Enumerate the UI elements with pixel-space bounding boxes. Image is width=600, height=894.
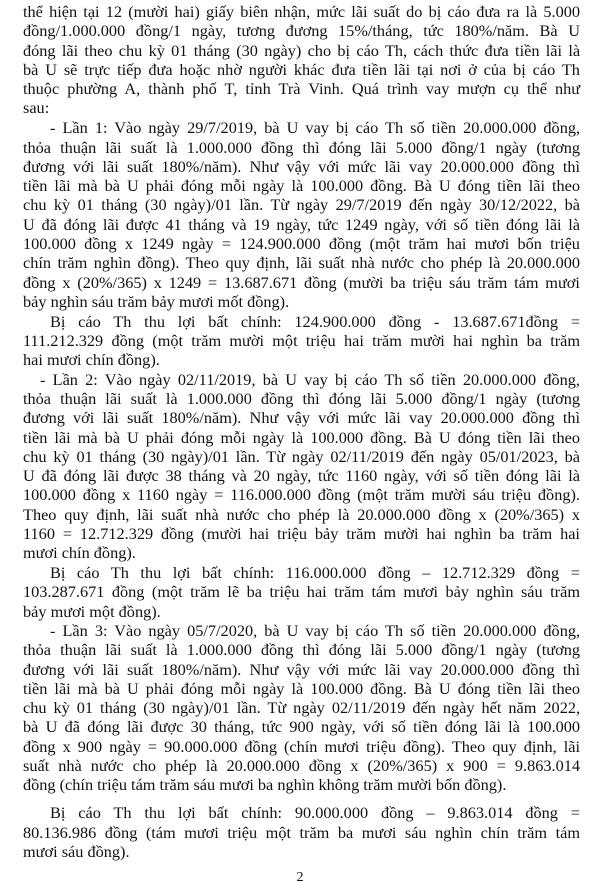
document-line-text: đồng x 900 ngày = 90.000.000 đồng (chín mươi triệu đồng). Theo quy định, lãi xyxy=(23,737,581,756)
document-line xyxy=(0,60,600,80)
document-line-text: chu kỳ 01 tháng (30 ngày)/01 lần. Từ ngày 02/11/2019 đến ngày 05/01/2023, bà xyxy=(23,447,581,466)
document-line xyxy=(0,195,600,215)
document-line-text: bà U đã đóng lãi được 30 tháng, tức 900 ngày, với số tiền đóng lãi là 100.000 xyxy=(23,717,581,736)
document-line-text: thể hiện tại 12 (mười hai) giấy biên nhận, mức lãi suất do bị cáo đưa ra là 5.000 xyxy=(23,2,581,21)
document-line xyxy=(0,21,600,41)
document-line-text: U đã đóng lãi được 41 tháng và 19 ngày, tức 1249 ngày, với số tiền đóng lãi là xyxy=(23,215,581,234)
document-line-text: đồng/1.000.000 đồng/1 ngày, tương đương 15%/tháng, tức 180%/năm. Bà U xyxy=(23,21,580,40)
document-line-text: thỏa thuận lãi suất là 1.000.000 đồng thì đóng lãi 5.000 đồng/1 ngày (tương xyxy=(23,138,580,157)
document-line xyxy=(0,803,600,823)
document-line-text: thỏa thuận lãi suất là 1.000.000 đồng thì đóng lãi 5.000 đồng/1 ngày (tương xyxy=(23,640,580,659)
document-line-text: mươi sáu đồng). xyxy=(23,842,130,861)
document-line xyxy=(0,41,600,61)
document-line-text: bảy mươi một đồng). xyxy=(23,602,161,621)
document-line-text: tiền lãi mà bà U phải đóng mỗi ngày là 100.000 đồng. Bà U đóng tiền lãi theo xyxy=(23,428,581,447)
document-line-text: thuộc phường A, thành phố T, tỉnh Trà Vinh. Quá trình vay mượn cụ thể như xyxy=(23,79,581,98)
document-line-text: hai mươi chín đồng). xyxy=(23,350,160,369)
document-line xyxy=(0,505,600,525)
document-line xyxy=(0,215,600,235)
document-line xyxy=(0,621,600,641)
document-line xyxy=(0,660,600,680)
document-line xyxy=(0,118,600,138)
document-line xyxy=(0,524,600,544)
document-line xyxy=(0,640,600,660)
document-line-text: 1160 = 12.712.329 đồng (mười hai triệu bảy trăm mười hai nghìn ba trăm hai xyxy=(23,524,580,543)
document-line-text: suất nhà nước cho phép là 20.000.000 đồng x (20%/365) x 900 = 9.863.014 xyxy=(23,756,581,775)
document-line-text: Theo quy định, lãi suất nhà nước cho phép là 20.000.000 đồng x (20%/365) x xyxy=(23,505,580,524)
document-line xyxy=(0,563,600,583)
document-line-text: đương với lãi suất 180%/năm). Như vậy với mức lãi vay 20.000.000 đồng thì xyxy=(23,408,581,427)
document-line xyxy=(0,98,600,118)
document-line-text: 100.000 đồng x 1249 ngày = 124.900.000 đồng (một trăm hai mươi bốn triệu xyxy=(23,234,580,253)
document-line xyxy=(0,157,600,177)
document-line-text: thỏa thuận lãi suất là 1.000.000 đồng thì đóng lãi 5.000 đồng/1 ngày (tương xyxy=(23,389,580,408)
document-line-text: 80.136.986 đồng (tám mươi triệu một trăm ba mươi sáu nghìn chín trăm tám xyxy=(23,823,580,842)
document-line xyxy=(0,823,600,843)
document-line xyxy=(0,312,600,332)
document-line xyxy=(0,842,600,862)
document-line-text: U đã đóng lãi được 38 tháng và 20 ngày, tức 1160 ngày, với số tiền đóng lãi là xyxy=(23,466,580,485)
document-line-text: đóng lãi theo chu kỳ 01 tháng (30 ngày) cho bị cáo Th, cách thức đưa tiền lãi là xyxy=(23,41,581,60)
document-line-text: chín trăm nghìn đồng). Theo quy định, lãi suất nhà nước cho phép là 20.000.000 xyxy=(23,253,581,272)
document-line xyxy=(0,447,600,467)
document-line xyxy=(0,602,600,622)
document-line-text: sau: xyxy=(23,98,50,117)
document-line xyxy=(0,679,600,699)
document-line-text: Bị cáo Th thu lợi bất chính: 124.900.000 đồng - 13.687.671đồng = xyxy=(50,312,581,331)
document-line xyxy=(0,756,600,776)
document-line-text: chu kỳ 01 tháng (30 ngày)/01 lần. Từ ngày 02/11/2019 đến ngày hết năm 2022, xyxy=(23,698,581,717)
document-line-text: tiền lãi mà bà U phải đóng mỗi ngày là 100.000 đồng. Bà U đóng tiền lãi theo xyxy=(23,679,581,698)
document-line xyxy=(0,253,600,273)
document-line xyxy=(0,485,600,505)
document-line xyxy=(0,698,600,718)
document-line xyxy=(0,176,600,196)
document-line xyxy=(0,582,600,602)
document-line xyxy=(0,543,600,563)
document-line xyxy=(0,2,600,22)
document-line xyxy=(0,273,600,293)
document-line-text: - Lần 2: Vào ngày 02/11/2019, bà U vay bị cáo Th số tiền 20.000.000 đồng, xyxy=(40,370,580,389)
document-line-text: bảy nghìn sáu trăm bảy mươi mốt đồng). xyxy=(23,292,290,311)
document-line xyxy=(0,428,600,448)
document-line-text: chu kỳ 01 tháng (30 ngày)/01 lần. Từ ngày 29/7/2019 đến ngày 30/12/2022, bà xyxy=(23,195,581,214)
document-line-text: 103.287.671 đồng (một trăm lẽ ba triệu hai trăm tám mươi bảy nghìn sáu trăm xyxy=(23,582,580,601)
document-line xyxy=(0,389,600,409)
document-line xyxy=(0,775,600,795)
document-line xyxy=(0,466,600,486)
document-line-text: đương với lãi suất 180%/năm). Như vậy với mức lãi vay 20.000.000 đồng thì xyxy=(23,660,581,679)
document-line-text: 111.212.329 đồng (một trăm mười một triệu hai trăm mười hai nghìn ba trăm xyxy=(23,331,581,350)
document-line xyxy=(0,717,600,737)
document-line-text: Bị cáo Th thu lợi bất chính: 90.000.000 đồng – 9.863.014 đồng = xyxy=(50,803,580,822)
document-line-text: đồng x (20%/365) x 1249 = 13.687.671 đồng (mười ba triệu sáu trăm tám mươi xyxy=(23,273,580,292)
document-line-text: - Lần 3: Vào ngày 05/7/2020, bà U vay bị cáo Th số tiền 20.000.000 đồng, xyxy=(50,621,581,640)
document-line xyxy=(0,408,600,428)
document-line xyxy=(0,737,600,757)
document-line xyxy=(0,79,600,99)
document-line xyxy=(0,234,600,254)
page-number: 2 xyxy=(296,870,304,885)
document-line xyxy=(0,138,600,158)
document-line-text: bà U sẽ trực tiếp đưa hoặc nhờ người khác đưa tiền lãi tại nơi ở của bị cáo Th xyxy=(23,60,580,79)
document-line xyxy=(0,292,600,312)
document-line-text: mươi chín đồng). xyxy=(23,543,136,562)
document-line xyxy=(0,350,600,370)
document-line-text: Bị cáo Th thu lợi bất chính: 116.000.000 đồng – 12.712.329 đồng = xyxy=(50,563,580,582)
document-line-text: tiền lãi mà bà U phải đóng mỗi ngày là 100.000 đồng. Bà U đóng tiền lãi theo xyxy=(23,176,581,195)
document-line-text: 100.000 đồng x 1160 ngày = 116.000.000 đồng (một trăm mười sáu triệu đồng). xyxy=(23,485,580,504)
document-line xyxy=(0,331,600,351)
document-line-text: đồng (chín triệu tám trăm sáu mươi ba nghìn không trăm mười bốn đồng). xyxy=(23,775,507,794)
document-line-text: - Lần 1: Vào ngày 29/7/2019, bà U vay bị cáo Th số tiền 20.000.000 đồng, xyxy=(50,118,581,137)
document-line-text: đương với lãi suất 180%/năm). Như vậy với mức lãi vay 20.000.000 đồng thì xyxy=(23,157,581,176)
document-line xyxy=(0,370,600,390)
